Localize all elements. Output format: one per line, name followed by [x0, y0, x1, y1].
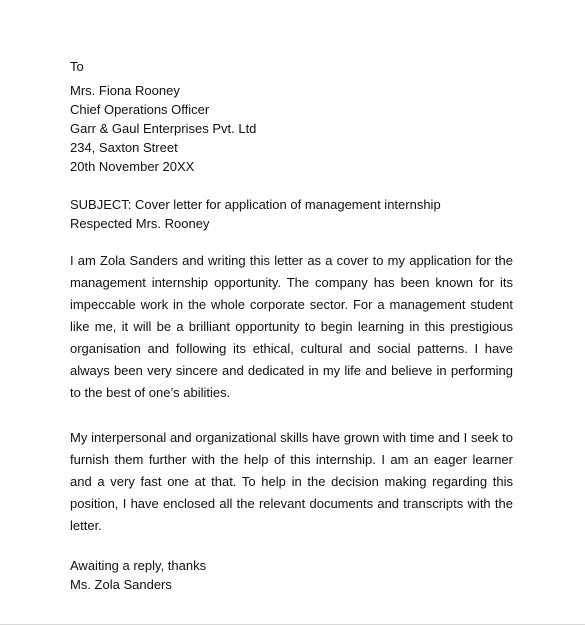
recipient-street: 234, Saxton Street	[70, 140, 178, 155]
letter-date: 20th November 20XX	[70, 159, 195, 174]
recipient-address	[70, 81, 513, 176]
recipient-name: Mrs. Fiona Rooney	[70, 83, 180, 98]
recipient-company: Garr & Gaul Enterprises Pvt. Ltd	[70, 121, 257, 136]
body-paragraph-1: I am Zola Sanders and writing this letter as a cover to my application for the management internship opportunity. The company has been known for its impeccable work in the whole corporate sector. For a management student like me, it will be a brilliant opportunity to begin learning in this prestigious organisation and following its ethical, cultural and social patterns. I have always been very sincere and dedicated in my life and believe in performing to the best of one’s abilities.	[70, 253, 513, 400]
cover-letter	[70, 57, 513, 594]
body-paragraph-2: My interpersonal and organizational skills have grown with time and I seek to furnish them further with the help of this internship. I am an eager learner and a very fast one at that. To help in the decision making regarding this position, I have enclosed all the relevant documents and transcripts with the letter.	[70, 430, 513, 533]
closing-line: Awaiting a reply, thanks	[70, 558, 207, 573]
recipient-title: Chief Operations Officer	[70, 102, 210, 117]
closing-block	[70, 556, 513, 594]
subject-block	[70, 195, 513, 233]
to-label: To	[70, 59, 84, 74]
signature: Ms. Zola Sanders	[70, 577, 172, 592]
subject-line: SUBJECT: Cover letter for application of management internship	[70, 197, 441, 212]
salutation: Respected Mrs. Rooney	[70, 216, 210, 231]
